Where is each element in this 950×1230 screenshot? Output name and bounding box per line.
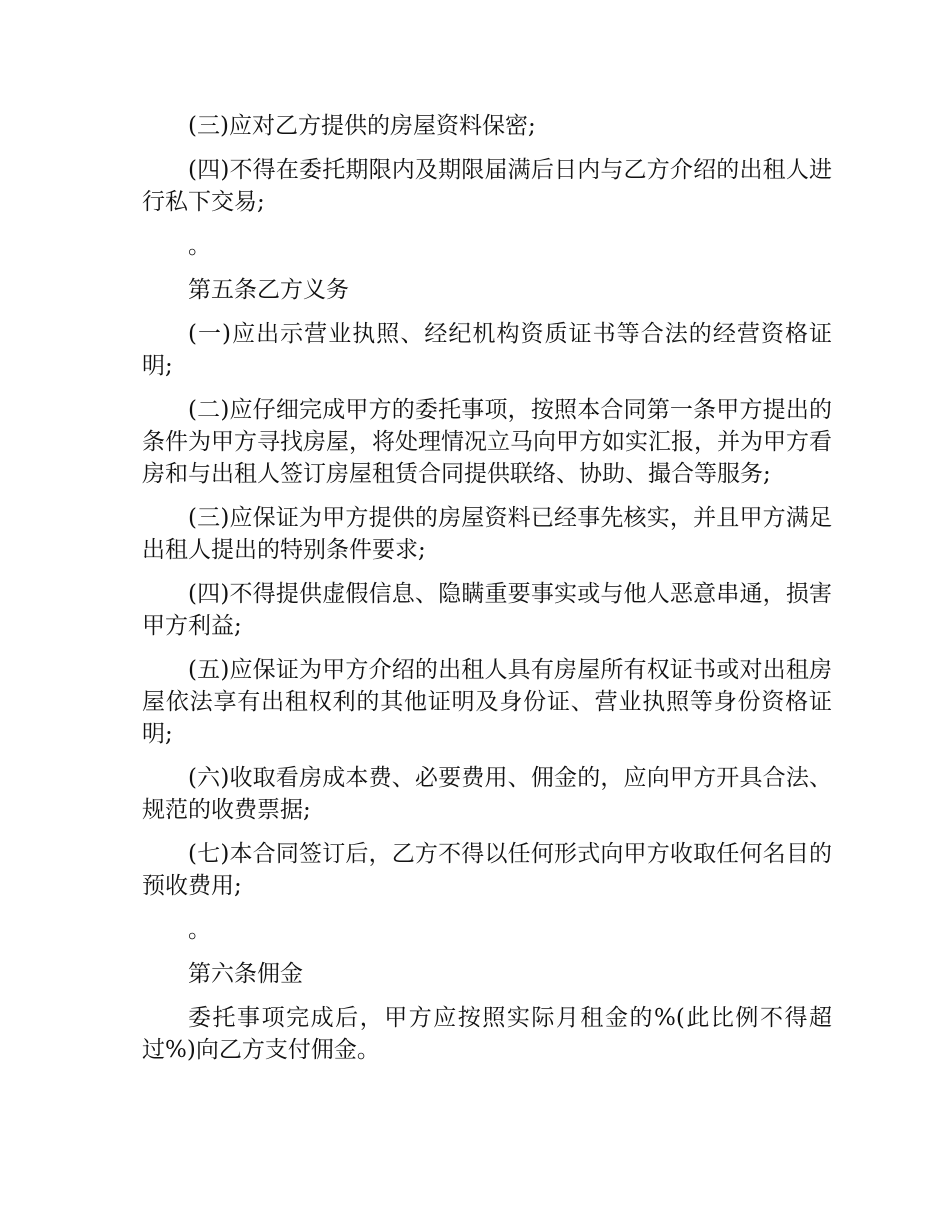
clause-5-item-2: (二)应仔细完成甲方的委托事项，按照本合同第一条甲方提出的条件为甲方寻找房屋，将处理情况立马向甲方如实汇报，并为甲方看房和与出租人签订房屋租赁合同提供联络、协助、撮合等服务;: [142, 397, 832, 487]
clause-5-item-5: (五)应保证为甲方介绍的出租人具有房屋所有权证书或对出租房屋依法享有出租权利的其他证明及身份证、营业执照等身份资格证明;: [142, 657, 832, 747]
clause-5-item-4: (四)不得提供虚假信息、隐瞒重要事实或与他人恶意串通，损害甲方利益;: [142, 581, 832, 639]
clause-6-body: 委托事项完成后，甲方应按照实际月租金的%(此比例不得超过%)向乙方支付佣金。: [142, 1005, 832, 1063]
section-heading-6: 第六条佣金: [188, 961, 303, 987]
separator-mark: 。: [188, 233, 211, 259]
document-page: [142, 110, 832, 1078]
clause-4-item-4: (四)不得在委托期限内及期限届满后日内与乙方介绍的出租人进行私下交易;: [142, 157, 832, 215]
separator-mark: 。: [188, 917, 211, 943]
clause-4-item-3: (三)应对乙方提供的房屋资料保密;: [188, 113, 536, 139]
clause-5-item-3: (三)应保证为甲方提供的房屋资料已经事先核实，并且甲方满足出租人提出的特别条件要求;: [142, 505, 832, 563]
clause-5-item-1: (一)应出示营业执照、经纪机构资质证书等合法的经营资格证明;: [142, 321, 832, 379]
clause-5-item-6: (六)收取看房成本费、必要费用、佣金的，应向甲方开具合法、规范的收费票据;: [142, 765, 832, 823]
clause-5-item-7: (七)本合同签订后，乙方不得以任何形式向甲方收取任何名目的预收费用;: [142, 841, 832, 899]
section-heading-5: 第五条乙方义务: [188, 277, 349, 303]
